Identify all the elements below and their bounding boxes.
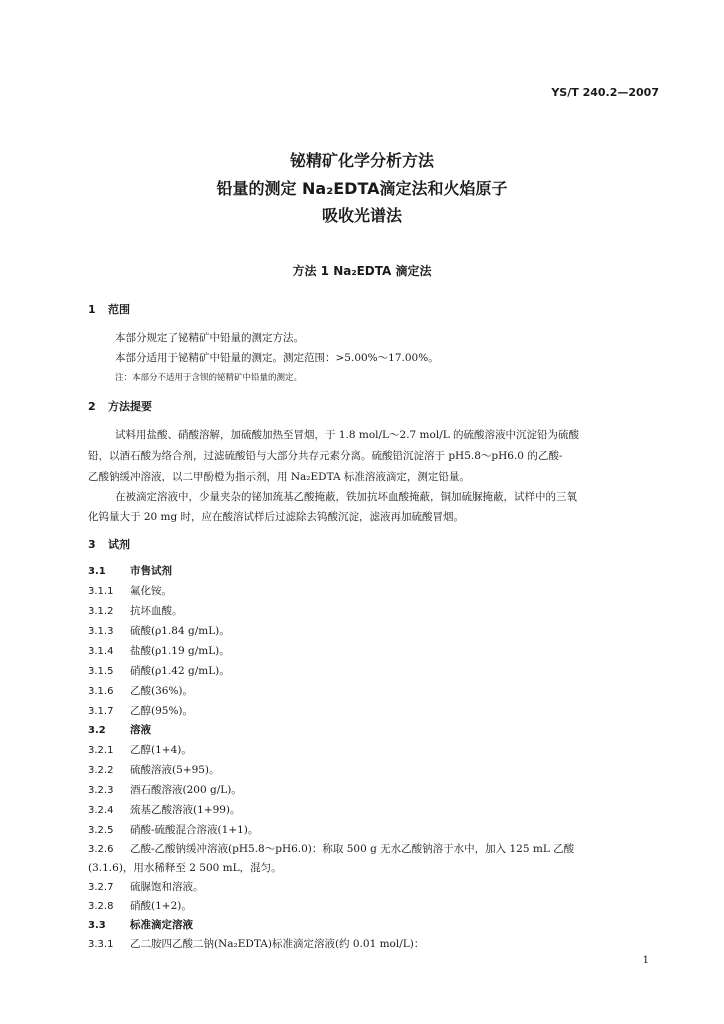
- principle-line: 化钨量大于 20 mg 时，应在酸溶试样后过滤除去钨酸沉淀，滤液再加硫酸冒烟。: [88, 511, 465, 523]
- reagent-item: [88, 879, 204, 894]
- reagent-item: [88, 936, 424, 951]
- reagent-number: 3.2.7: [88, 882, 114, 893]
- reagent-item: [88, 583, 172, 598]
- reagent-item: [88, 782, 242, 797]
- reagent-number: 3.1.6: [88, 686, 114, 697]
- reagent-item: [88, 603, 183, 618]
- reagent-item: [88, 841, 574, 856]
- scope-note: 注：本部分不适用于含钡的铋精矿中铅量的测定。: [115, 373, 303, 383]
- scope-paragraph-1: 本部分规定了铋精矿中铅量的测定方法。: [115, 332, 304, 344]
- section-title: 试剂: [108, 538, 130, 551]
- reagent-number: 3.2.3: [88, 785, 114, 796]
- reagent-text: 抗坏血酸。: [130, 605, 183, 617]
- reagent-item: [88, 898, 192, 913]
- reagent-text: 硫酸溶液(5+95)。: [130, 764, 220, 776]
- reagent-text: 硝酸(1+2)。: [130, 900, 192, 912]
- reagent-text: 溶液: [130, 724, 151, 736]
- section-title: 范围: [108, 303, 130, 316]
- reagent-item: [88, 802, 241, 817]
- page-number: 1: [642, 955, 649, 966]
- scope-paragraph-2: 本部分适用于铋精矿中铅量的测定。测定范围：>5.00%～17.00%。: [115, 352, 439, 364]
- reagent-item: [88, 563, 172, 578]
- reagent-number: 3.2.5: [88, 825, 114, 836]
- reagent-item: [88, 742, 192, 757]
- section-3-heading: [88, 536, 130, 552]
- title-line-3: 吸收光谱法: [321, 206, 402, 225]
- reagent-item: [88, 663, 230, 678]
- reagent-text: 乙酸-乙酸钠缓冲溶液(pH5.8～pH6.0)：称取 500 g 无水乙酸钠溶于水中，加入 125 mL 乙酸: [130, 843, 575, 855]
- principle-line: 在被滴定溶液中，少量夹杂的铋加巯基乙酸掩蔽，铁加抗坏血酸掩蔽，铜加硫脲掩蔽，试样中的三氧: [115, 491, 577, 503]
- reagent-number: 3.3: [88, 920, 106, 931]
- reagent-item: [88, 822, 258, 837]
- section-1-heading: [88, 301, 130, 317]
- reagent-text: 乙醇(95%)。: [130, 705, 194, 717]
- reagent-number: 3.3.1: [88, 939, 114, 950]
- reagent-text: 乙酸(36%)。: [130, 685, 194, 697]
- reagent-number: 3.2.1: [88, 745, 114, 756]
- reagent-text: 乙醇(1+4)。: [130, 744, 192, 756]
- reagent-text: 标准滴定溶液: [130, 919, 193, 931]
- reagent-number: 3.1.1: [88, 586, 114, 597]
- reagent-text: 硝酸(ρ1.42 g/mL)。: [130, 665, 230, 677]
- reagent-text: 硫酸(ρ1.84 g/mL)。: [130, 625, 230, 637]
- reagent-number: 3.1.2: [88, 606, 114, 617]
- reagent-number: 3.2.6: [88, 844, 114, 855]
- reagent-number: 3.1.5: [88, 666, 114, 677]
- section-number: 1: [88, 303, 96, 316]
- reagent-continuation: (3.1.6)，用水稀释至 2 500 mL，混匀。: [88, 862, 282, 874]
- reagent-text: 酒石酸溶液(200 g/L)。: [130, 784, 242, 796]
- method-title: 方法 1 Na₂EDTA 滴定法: [292, 264, 432, 278]
- reagent-text: 硫脲饱和溶液。: [130, 881, 204, 893]
- reagent-number: 3.2.8: [88, 901, 114, 912]
- reagent-text: 硝酸-硫酸混合溶液(1+1)。: [130, 824, 259, 836]
- reagent-number: 3.1.7: [88, 706, 114, 717]
- reagent-number: 3.1.3: [88, 626, 114, 637]
- reagent-text: 巯基乙酸溶液(1+99)。: [130, 804, 241, 816]
- reagent-item: [88, 643, 230, 658]
- section-2-heading: [88, 398, 152, 414]
- reagent-item: [88, 722, 151, 737]
- reagent-number: 3.2: [88, 725, 106, 736]
- section-number: 3: [88, 538, 96, 551]
- reagent-text: 市售试剂: [130, 565, 172, 577]
- reagent-item: [88, 917, 193, 932]
- reagent-item: [88, 703, 193, 718]
- title-line-2: 铅量的测定 Na₂EDTA滴定法和火焰原子: [216, 179, 508, 198]
- section-number: 2: [88, 400, 96, 413]
- principle-line: 乙酸钠缓冲溶液，以二甲酚橙为指示剂，用 Na₂EDTA 标准溶液滴定，测定铅量。: [88, 471, 470, 483]
- reagent-text: 氟化铵。: [130, 585, 172, 597]
- reagent-item: [88, 762, 220, 777]
- principle-line: 试料用盐酸、硝酸溶解，加硫酸加热至冒烟，于 1.8 mol/L～2.7 mol/L 的硫酸溶液中沉淀铅为硫酸: [115, 429, 580, 441]
- section-title: 方法提要: [108, 400, 152, 413]
- standard-number: YS/T 240.2—2007: [551, 86, 659, 99]
- reagent-text: 盐酸(ρ1.19 g/mL)。: [130, 645, 230, 657]
- reagent-number: 3.1.4: [88, 646, 114, 657]
- title-line-1: 铋精矿化学分析方法: [289, 151, 434, 170]
- reagent-number: 3.2.2: [88, 765, 114, 776]
- reagent-text: 乙二胺四乙酸二钠(Na₂EDTA)标准滴定溶液(约 0.01 mol/L)：: [130, 938, 425, 950]
- reagent-item: [88, 683, 193, 698]
- principle-line: 铅，以酒石酸为络合剂，过滤硫酸铅与大部分共存元素分离。硫酸铅沉淀溶于 pH5.8～pH6.0 的乙酸-: [88, 450, 563, 462]
- reagent-number: 3.2.4: [88, 805, 114, 816]
- reagent-item: [88, 623, 230, 638]
- reagent-number: 3.1: [88, 566, 106, 577]
